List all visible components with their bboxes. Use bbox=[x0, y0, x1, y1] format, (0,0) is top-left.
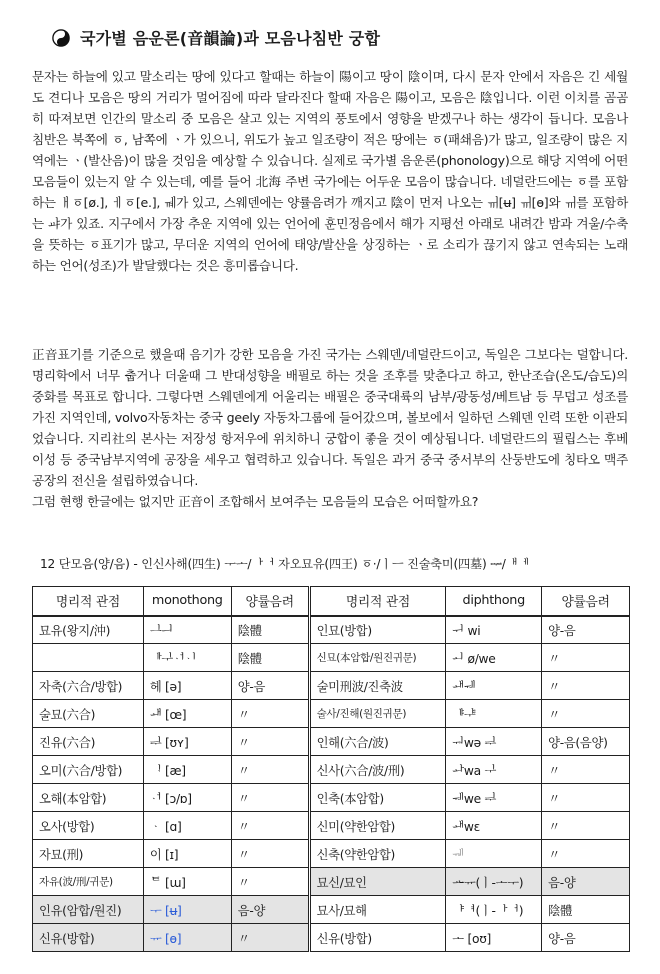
table-cell: 양-음 bbox=[231, 672, 309, 700]
table-cell: 〃 bbox=[231, 756, 309, 784]
table-cell: 술묘(六合) bbox=[33, 700, 144, 728]
table-cell: 〃 bbox=[231, 924, 309, 952]
table-cell: 〃 bbox=[542, 644, 630, 672]
header-cell: 명리적 관점 bbox=[309, 587, 446, 616]
table-cell: 진유(六合) bbox=[33, 728, 144, 756]
table-cell bbox=[33, 644, 144, 672]
table-cell: 신유(방합) bbox=[309, 924, 446, 952]
table-cell: 인묘(방합) bbox=[309, 616, 446, 644]
table-cell: 〃 bbox=[231, 700, 309, 728]
table-cell: ᅪwa ᆛ bbox=[446, 756, 542, 784]
table-row bbox=[33, 868, 630, 896]
table-cell: ᅲ [ɵ] bbox=[143, 924, 231, 952]
table-cell: 〃 bbox=[231, 840, 309, 868]
table-row bbox=[33, 784, 630, 812]
table-row bbox=[33, 756, 630, 784]
table-cell: ᆞ [ɑ] bbox=[143, 812, 231, 840]
title-row bbox=[52, 26, 380, 49]
table-cell: ᅰwe ᆗ bbox=[446, 784, 542, 812]
table-cell: 〃 bbox=[231, 784, 309, 812]
table-cell: 신유(방합) bbox=[33, 924, 144, 952]
table-cell: ᆘᆛᆟᆡ bbox=[143, 644, 231, 672]
table-cell: 〃 bbox=[542, 756, 630, 784]
header-cell: 명리적 관점 bbox=[33, 587, 144, 616]
table-cell: ᅣᅧ(ㅣ-ᅡᅥ) bbox=[446, 896, 542, 924]
second-paragraph-block bbox=[32, 344, 628, 512]
table-cell: 오사(방합) bbox=[33, 812, 144, 840]
table-cell: ᅫ [œ] bbox=[143, 700, 231, 728]
table-cell: 묘유(왕지/沖) bbox=[33, 616, 144, 644]
table-cell: 〃 bbox=[542, 784, 630, 812]
table-cell: 음-양 bbox=[231, 896, 309, 924]
table-row bbox=[33, 896, 630, 924]
table-cell: 오해(本암합) bbox=[33, 784, 144, 812]
header-cell: monothong bbox=[143, 587, 231, 616]
table-cell: 자묘(刑) bbox=[33, 840, 144, 868]
table-cell: ᆌ bbox=[446, 840, 542, 868]
table-cell: 음-양 bbox=[542, 868, 630, 896]
table-cell: 〃 bbox=[542, 672, 630, 700]
table-cell: 양-음(음양) bbox=[542, 728, 630, 756]
table-cell: 이 [ɪ] bbox=[143, 840, 231, 868]
yin-yang-icon bbox=[52, 29, 70, 47]
table-cell: ᆝ [æ] bbox=[143, 756, 231, 784]
table-cell: 헤 [ə] bbox=[143, 672, 231, 700]
table-cell: 陰體 bbox=[542, 896, 630, 924]
table-cell: 〃 bbox=[231, 728, 309, 756]
table-cell: 陰體 bbox=[231, 616, 309, 644]
header-cell: 양률음려 bbox=[542, 587, 630, 616]
table-cell: 인축(本암합) bbox=[309, 784, 446, 812]
table-row bbox=[33, 616, 630, 644]
table-cell: 오미(六合/방합) bbox=[33, 756, 144, 784]
table-cell: 술미刑波/진축波 bbox=[309, 672, 446, 700]
table-cell: ᅯwə ᆗ bbox=[446, 728, 542, 756]
table-cell: ᅬ ø/we bbox=[446, 644, 542, 672]
table-row bbox=[33, 840, 630, 868]
header-cell: 양률음려 bbox=[231, 587, 309, 616]
table-row bbox=[33, 728, 630, 756]
table-cell: ᅩ [oʊ] bbox=[446, 924, 542, 952]
table-cell: 자축(六合/방합) bbox=[33, 672, 144, 700]
table-cell: 〃 bbox=[542, 840, 630, 868]
table-cell: 묘사/묘해 bbox=[309, 896, 446, 924]
table-cell: 신미(약한암합) bbox=[309, 812, 446, 840]
table-cell: 신축(약한암합) bbox=[309, 840, 446, 868]
table-cell: ᄐ [ɯ] bbox=[143, 868, 231, 896]
table-cell: 술사/진해(원진귀문) bbox=[309, 700, 446, 728]
table-row bbox=[33, 812, 630, 840]
table-cell: ᅫwɛ bbox=[446, 812, 542, 840]
table-header-row bbox=[33, 587, 630, 616]
page-title: 국가별 음운론(音韻論)과 모음나침반 궁합 bbox=[80, 29, 381, 48]
table-cell: 묘신/묘인 bbox=[309, 868, 446, 896]
table-row bbox=[33, 644, 630, 672]
table-cell: 인유(암합/원진) bbox=[33, 896, 144, 924]
table-cell: 인해(六合/波) bbox=[309, 728, 446, 756]
table-cell: 신묘(本암합/원진귀문) bbox=[309, 644, 446, 672]
table-row bbox=[33, 924, 630, 952]
table-cell: ᆗ [ʊʏ] bbox=[143, 728, 231, 756]
table-cell: 양-음 bbox=[542, 616, 630, 644]
vowel-legend: 12 단모음(양/음) - 인신사해(四生) ᅮᅩ/ᅡᅥ 자오묘유(四王) ㆆ·/ㅣㅡ 진술축미(四墓) ᆓ/ᅢᅦ bbox=[40, 557, 529, 571]
vowel-table bbox=[32, 586, 630, 952]
table-cell: ᅱ wi bbox=[446, 616, 542, 644]
table-cell: ᆟ [ɔ/ɒ] bbox=[143, 784, 231, 812]
table-cell: ᆙᆤ bbox=[446, 700, 542, 728]
header-cell: diphthong bbox=[446, 587, 542, 616]
intro-paragraph: 문자는 하늘에 있고 말소리는 땅에 있다고 할때는 하늘이 陽이고 땅이 陰이며, 다시 문자 안에서 자음은 긴 세월도 견디나 모음은 땅의 거리가 멀어짐에 따라 달라진다 할때 자음은 陽이고, 모음은 陰입니다. 이런 이치를 곰곰히 따져보면 인간의 말소리 중 모음은 살고 있는 지역의 풍토에서 영향을 받겠구나 하는 생각이 듭니다. 모음나침반은 북쪽에 ㆆ, 남쪽에 ㆍ가 있으니, 위도가 높고 일조량이 적은 땅에는 ㆆ(패쇄음)가 많고, 일조량이 많은 지역에는 ㆍ(발산음)이 많을 것임을 예상할 수 있습니다. 실제로 국가별 음운론(phonology)으로 해당 지역에 어떤 모음들이 있는지 알 수 있는데, 예를 들어 北海 주변 국가에는 어두운 모음이 많습니다. 네덜란드에는 ㆆ를 포함하는 ㅐㆆ[ø.], ㅔㆆ[e.], ㆋ가 있고, 스웨덴에는 양률음려가 깨지고 陰이 먼저 나오는 ㆌ[ʉ] ㆌ[ɵ]와 ㆌ를 포함하는 ㆇ가 있죠. 지구에서 가장 추운 지역에 있는 언어에 훈민정음에서 해가 지평선 아래로 내려간 밤과 겨울/수축을 뜻하는 ㆆ표기가 많고, 무더운 지역의 언어에 태양/발산을 상징하는 ㆍ로 소리가 끊기지 않고 연속되는 노래하는 언어(성조)가 발달했다는 것은 흥미롭습니다. bbox=[32, 69, 628, 273]
table-cell: 〃 bbox=[542, 812, 630, 840]
table-cell: 자유(波/刑/귀문) bbox=[33, 868, 144, 896]
table-cell: 〃 bbox=[231, 812, 309, 840]
table-cell: 〃 bbox=[542, 700, 630, 728]
table-cell: ᅮ [ʉ] bbox=[143, 896, 231, 924]
table-cell: 陰體 bbox=[231, 644, 309, 672]
table-cell: ᅭᅲ(ㅣ-ᅩᅮ) bbox=[446, 868, 542, 896]
table-cell: 〃 bbox=[231, 868, 309, 896]
question-line: 그럼 현행 한글에는 없지만 正音이 조합해서 보여주는 모음들의 모습은 어떠할까요? bbox=[32, 494, 479, 509]
table-row bbox=[33, 672, 630, 700]
table-cell: 신사(六合/波/刑) bbox=[309, 756, 446, 784]
table-cell: 양-음 bbox=[542, 924, 630, 952]
table-cell: ᅫᅰ bbox=[446, 672, 542, 700]
table-row bbox=[33, 700, 630, 728]
table-cell: ᆜᅴ bbox=[143, 616, 231, 644]
compatibility-paragraph: 正音표기를 기준으로 했을때 음기가 강한 모음을 가진 국가는 스웨덴/네덜란드이고, 독일은 그보다는 덜합니다. 명리학에서 너무 춥거나 더울때 그 반대성향을 배필로 하는 것을 조후를 맞춘다고 하고, 한난조습(온도/습도)의 중화를 목표로 합니다. 그렇다면 스웨덴에게 어울리는 배필은 중국대륙의 남부/광동성/베트남 등 무덥고 성조를 가진 지역인데, volvo자동차는 중국 geely 자동차그룹에 들어갔으며, 볼보에서 일하던 스웨덴 인력 또한 이관되었습니다. 지리社의 본사는 저장성 항저우에 위치하니 궁합이 좋을 것이 예상됩니다. 네덜란드의 필립스는 후베이성 등 중국남부지역에 공장을 세우고 협력하고 있습니다. 독일은 과거 중국 중서부의 산둥반도에 칭타오 맥주공장의 전신을 설립하였습니다. bbox=[32, 347, 628, 488]
